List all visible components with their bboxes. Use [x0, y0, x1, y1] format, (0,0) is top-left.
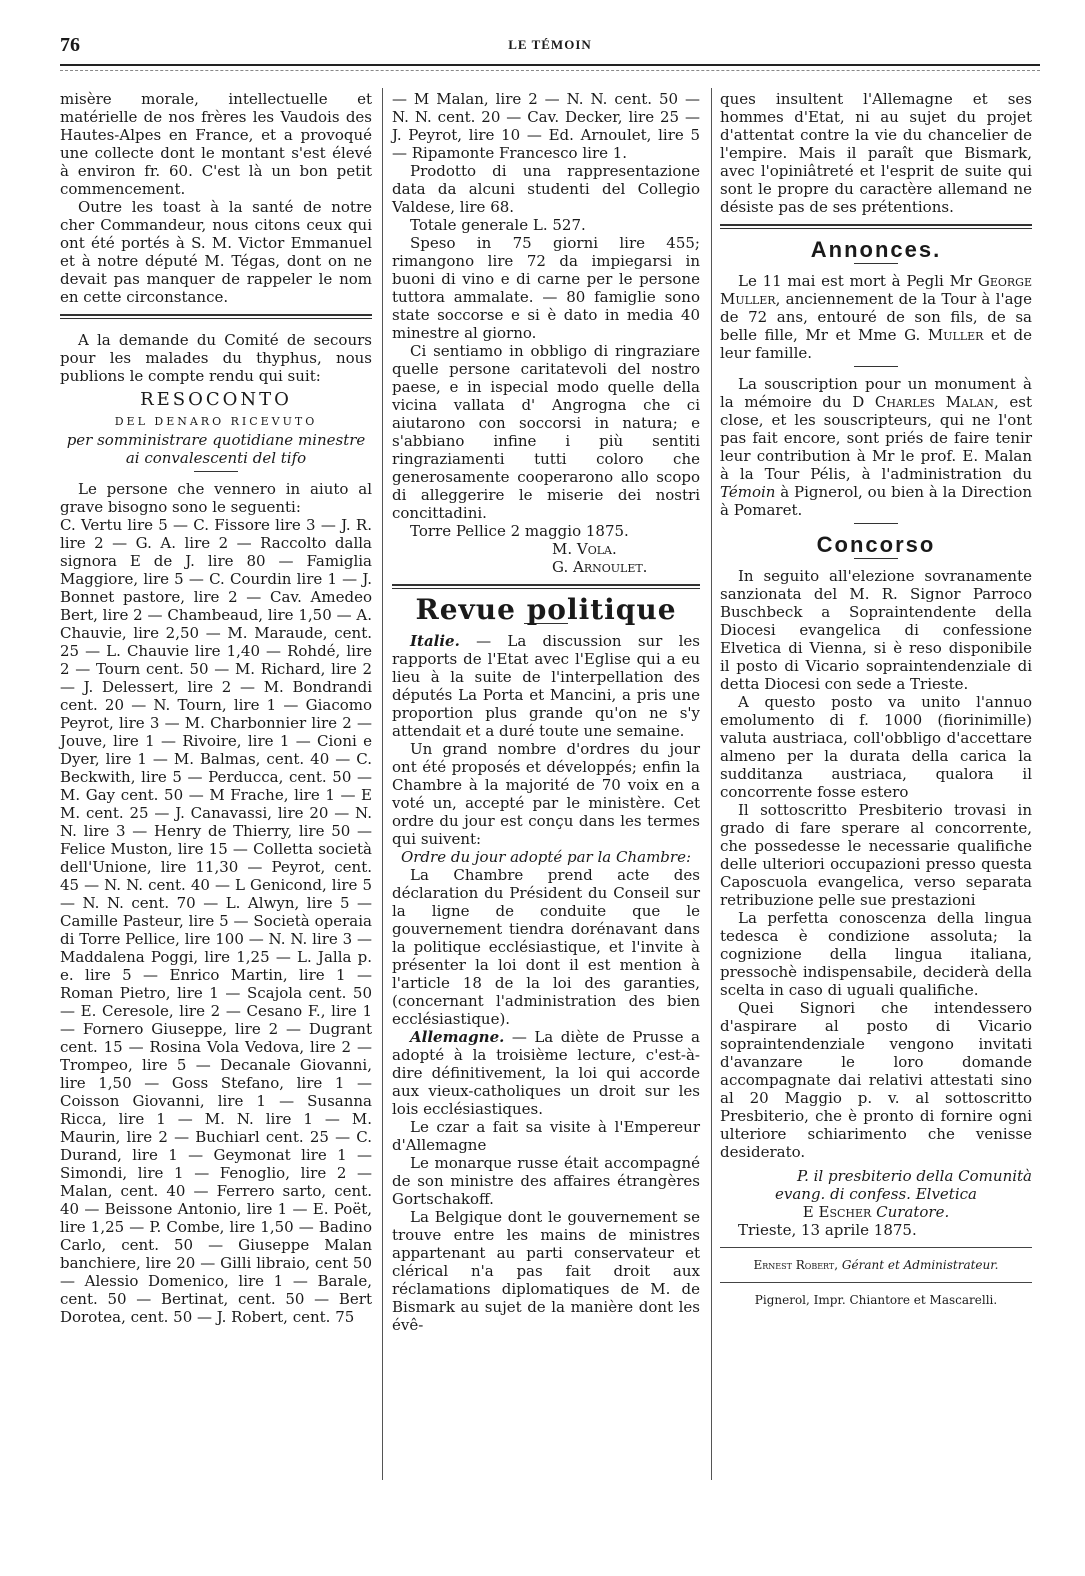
paragraph: La Chambre prend acte des déclaration du Président du Conseil sur la ligne de conduite que le gouvernement tiendra dorénavant dans la politique ecclésiastique, et l'invite à présenter la loi dont il est mention à l'article 18 de la loi des garanties, (concernant l'administration des bien ecclésiastique).: [392, 866, 700, 1028]
person-name: G. Muller: [904, 326, 984, 344]
signature: [720, 1203, 1032, 1221]
section-separator: [720, 224, 1032, 229]
paragraph: [392, 632, 700, 740]
signature-line: evang. di confess. Elvetica: [775, 1185, 977, 1203]
column-3: [720, 90, 1032, 1309]
date-line: Torre Pellice 2 maggio 1875.: [410, 522, 629, 540]
paragraph: Outre les toast à la santé de notre cher Commandeur, nous citons ceux qui ont été portés à S. M. Victor Emmanuel et à notre député M. Tégas, dont on ne devait pas manquer de rappeler le nom en cette circonstance.: [60, 198, 372, 306]
concorso-title: Concorso: [816, 532, 936, 557]
page-number: 76: [60, 34, 80, 56]
person-name: Charles Malan: [874, 393, 994, 411]
paragraph-text: — La discussion sur les rapports de l'Etat avec l'Eglise qui a eu lieu à la suite de l'interpellation des députés La Porta et Mancini, a pris une proportion plus grande qu'on ne s'y attendait et a duré toute une semaine.: [392, 632, 700, 740]
paragraph: Speso in 75 giorni lire 455; rimangono lire 72 da impiegarsi in buoni di vino e di carne per le persone tuttora ammalate. — 80 famiglie sono state soccorse e si è dato in media 40 minestre al giorno.: [392, 234, 700, 342]
resoconto-italic: per somministrare quotidiane minestre ai convalescenti del tifo: [66, 431, 366, 467]
paragraph: misère morale, intellectuelle et matérielle de nos frères les Vaudois des Hautes-Alpes en France, et a provoqué une collecte dont le montant s'est élevé à environ fr. 60. C'est là un bon petit commencement.: [60, 90, 372, 198]
paragraph-text: — La diète de Prusse a adopté à la troisième lecture, c'est-à-dire définitivement, la loi qui accorde aux vieux-catholiques un droit sur les lois ecclésiastiques.: [392, 1028, 700, 1118]
section-separator: [392, 584, 700, 589]
paragraph: La Belgique dont le gouvernement se trouve entre les mains de ministres appartenant au parti conservateur et clérical n'a pas fait droit aux réclamations diplomatiques de M. de Bismark au sujet de la manière dont les évê-: [392, 1208, 700, 1334]
signer-name: E Escher: [802, 1203, 872, 1221]
publisher-role: Gérant et Administrateur.: [841, 1258, 999, 1272]
paragraph: Prodotto di una rappresentazione data da alcuni studenti del Collegio Valdese, lire 68.: [392, 162, 700, 216]
short-rule: [854, 366, 898, 367]
paragraph: Totale generale L. 527.: [410, 216, 586, 234]
column-divider: [382, 88, 383, 1480]
header-rule: [60, 64, 1040, 66]
paragraph: [720, 375, 1032, 519]
resoconto-subtitle: DEL DENARO RICEVUTO: [114, 415, 318, 428]
footer-publisher: Ernest Robert, Gérant et Administrateur.: [753, 1258, 999, 1272]
country-label: Allemagne.: [410, 1028, 505, 1046]
paragraph: Ci sentiamo in obbligo di ringraziare quelle persone caritatevoli del nostro paese, e in ispecial modo quelle della vicina vallata d' Angrogna che ci aiutarono con soccorsi in natura; e s'abbiano infine i più sentiti ringraziamenti tutti coloro che generosamente cooperarono allo scopo di alleggerire le miserie dei nostri concittadini.: [392, 342, 700, 522]
column-2: [392, 90, 700, 1334]
revue-politique-title: Revue politique: [415, 593, 677, 626]
text-span: Le 11 mai est mort à Pegli Mr: [738, 272, 978, 290]
short-rule: [854, 523, 898, 524]
journal-title: LE TÉMOIN: [508, 37, 592, 52]
paragraph: — M Malan, lire 2 — N. N. cent. 50 — N. N. cent. 20 — Cav. Decker, lire 25 — J. Peyrot, lire 10 — Ed. Arnoulet, lire 5 — Ripamonte Francesco lire 1.: [392, 90, 700, 162]
paragraph: La perfetta conoscenza della lingua tedesca è condizione assoluta; la cognizione della lingua italiana, pressochè indispensabile, deciderà della scelta in caso di uguali qualifiche.: [720, 909, 1032, 999]
country-label: Italie.: [410, 632, 460, 650]
paragraph: A la demande du Comité de secours pour les malades du thyphus, nous publions le compte rendu qui suit:: [60, 331, 372, 385]
signature: G. Arnoulet.: [552, 558, 648, 576]
text-span: , anciennement de la Tour à l'age de 72 ans, entouré de son fils, de sa belle fille, Mr et Mme: [720, 290, 1032, 344]
text-span: à Pignerol, ou bien à la Direction à Pomaret.: [720, 483, 1032, 519]
text-span: et de leur famille.: [720, 326, 1032, 362]
paragraph: Un grand nombre d'ordres du jour ont été proposés et développés; enfin la Chambre à la majorité de 70 voix en a voté un, accepté par le ministère. Cet ordre du jour est conçu dans les termes qui suivent:: [392, 740, 700, 848]
paragraph: Le persone che vennero in aiuto al grave bisogno sono le seguenti:: [60, 480, 372, 516]
short-rule: [194, 471, 238, 472]
paragraph: Le czar a fait sa visite à l'Empereur d'Allemagne: [392, 1118, 700, 1154]
header-rule-dashed: [60, 70, 1040, 71]
page-header: [60, 34, 1040, 54]
journal-name: Témoin: [720, 483, 776, 501]
paragraph: In seguito all'elezione sovranamente sanzionata del M. R. Signor Parroco Buschbeck a Sopraintendente della Diocesi evangelica di confessione Elvetica di Vienna, si è reso disponibile il posto di Vicario sopraintendenziale di detta Diocesi con sede a Trieste.: [720, 567, 1032, 693]
signature: M. Vola.: [552, 540, 617, 558]
paragraph: Le monarque russe était accompagné de son ministre des affaires étrangères Gortschakoff.: [392, 1154, 700, 1208]
paragraph: A questo posto va unito l'annuo emolumento di f. 1000 (fiorinimille) valuta austriaca, coll'obbligo d'accettare almeno per la durata della carica la sudditanza austriaca, qualora il concorrente fosse estero: [720, 693, 1032, 801]
footer-printer: Pignerol, Impr. Chiantore et Mascarelli.: [754, 1293, 998, 1307]
signature-line: P. il presbiterio della Comunità: [797, 1167, 1032, 1185]
annonces-title: Annonces.: [810, 237, 942, 262]
paragraph: Quei Signori che intendessero d'aspirare al posto di Vicario sopraintendenziale vengono invitati d'avanzare le loro domande accompagnate dai relativi attestati sino al 20 Maggio p. v. al sottoscritto Presbiterio, che è pronto di fornire ogni ulteriore schiarimento che venisse desiderato.: [720, 999, 1032, 1161]
date-line: Trieste, 13 aprile 1875.: [738, 1221, 917, 1239]
signer-role: Curatore.: [876, 1203, 950, 1221]
publisher-name: Ernest Robert: [753, 1258, 835, 1272]
person-name: George Muller: [720, 272, 1032, 308]
resoconto-title: RESOCONTO: [140, 389, 292, 410]
paragraph: [720, 272, 1032, 362]
paragraph: ques insultent l'Allemagne et ses hommes d'Etat, ni au sujet du projet d'attentat contre la vie du chancelier de l'empire. Mais il paraît que Bismark, avec l'opiniâtreté et l'esprit de suite qui sont le propre du caractère allemand ne désiste pas de ses prétentions.: [720, 90, 1032, 216]
section-separator: [60, 314, 372, 319]
text-span: , est close, et les souscripteurs, qui ne l'ont pas fait encore, sont priés de faire tenir leur contribution à Mr le prof. E. Malan à la Tour Pélis, à l'administration du: [720, 393, 1032, 483]
column-divider: [711, 88, 712, 1480]
short-rule: [854, 263, 898, 264]
ordre-title: Ordre du jour adopté par la Chambre:: [400, 848, 692, 866]
paragraph: Il sottoscritto Presbiterio trovasi in grado di fare sperare al concorrente, che possedesse le necessarie qualifiche delle ulteriori occupazioni presso questa Caposcuola evangelica, verso separata retribuzione pelle sue prestazioni: [720, 801, 1032, 909]
short-rule: [854, 558, 898, 559]
donor-list: C. Vertu lire 5 — C. Fissore lire 3 — J. R. lire 2 — G. A. lire 2 — Raccolto dalla signora E de J. lire 80 — Famiglia Maggiore, lire 5 — C. Courdin lire 1 — J. Bonnet pastore, lire 2 — Cav. Amedeo Bert, lire 2 — Chambeaud, lire 1,50 — A. Chauvie, lire 2,50 — M. Maraude, cent. 25 — L. Chauvie lire 1,40 — Rohdé, lire 2 — Tourn cent. 50 — M. Richard, lire 2 — J. Delessert, lire 2 — M. Bondrandi cent. 20 — N. Tourn, lire 1 — Giacomo Peyrot, lire 3 — M. Charbonnier lire 2 — Jouve, lire 1 — Rivoire, lire 1 — Cioni e Dyer, lire 1 — M. Balmas, cent. 40 — C. Beckwith, lire 5 — Perducca, cent. 50 — M. Gay cent. 50 — M Frache, lire 1 — E M. cent. 25 — J. Canavassi, lire 20 — N. N. lire 3 — Henry de Thierry, lire 50 — Felice Muston, lire 15 — Colletta società dell'Unione, lire 11,30 — Peyrot, cent. 45 — N. N. cent. 40 — L Genicond, lire 5 — N. N. cent. 70 — L. Alwyn, lire 5 — Camille Pasteur, lire 5 — Società operaia di Torre Pellice, lire 100 — N. N. lire 3 — Maddalena Poggi, lire 1,25 — L. Jalla p. e. lire 5 — Enrico Martin, lire 1 — Roman Pietro, lire 1 — Scajola cent. 50 — E. Ceresole, lire 2 — Cesano F., lire 1 — Fornero Giuseppe, lire 2 — Dugrant cent. 15 — Rosina Vola Vedova, lire 2 — Trompeo, lire 5 — Decanale Giovanni, lire 1,50 — Goss Stefano, lire 1 — Coisson Giovanni, lire 1 — Susanna Ricca, lire 1 — M. N. lire 1 — M. Maurin, lire 2 — Buchiarl cent. 25 — C. Durand, lire 1 — Geymonat lire 1 — Simondi, lire 1 — Fenoglio, lire 2 — Malan, cent. 40 — Ferrero sarto, cent. 40 — Beissone Antonio, lire 1 — E. Poët, lire 1,25 — P. Combe, lire 1,50 — Badino Carlo, cent. 50 — Giuseppe Malan banchiere, lire 20 — Gilli libraio, cent 50 — Alessio Domenico, lire 1 — Barale, cent. 50 — Bertinat, cent. 50 — Bert Dorotea, cent. 50 — J. Robert, cent. 75: [60, 516, 372, 1326]
footer-rule: [720, 1282, 1032, 1283]
column-1: [60, 90, 372, 1326]
paragraph: [392, 1028, 700, 1118]
text-span: La souscription pour un monument à la mémoire du D: [720, 375, 1032, 411]
footer-rule: [720, 1247, 1032, 1248]
